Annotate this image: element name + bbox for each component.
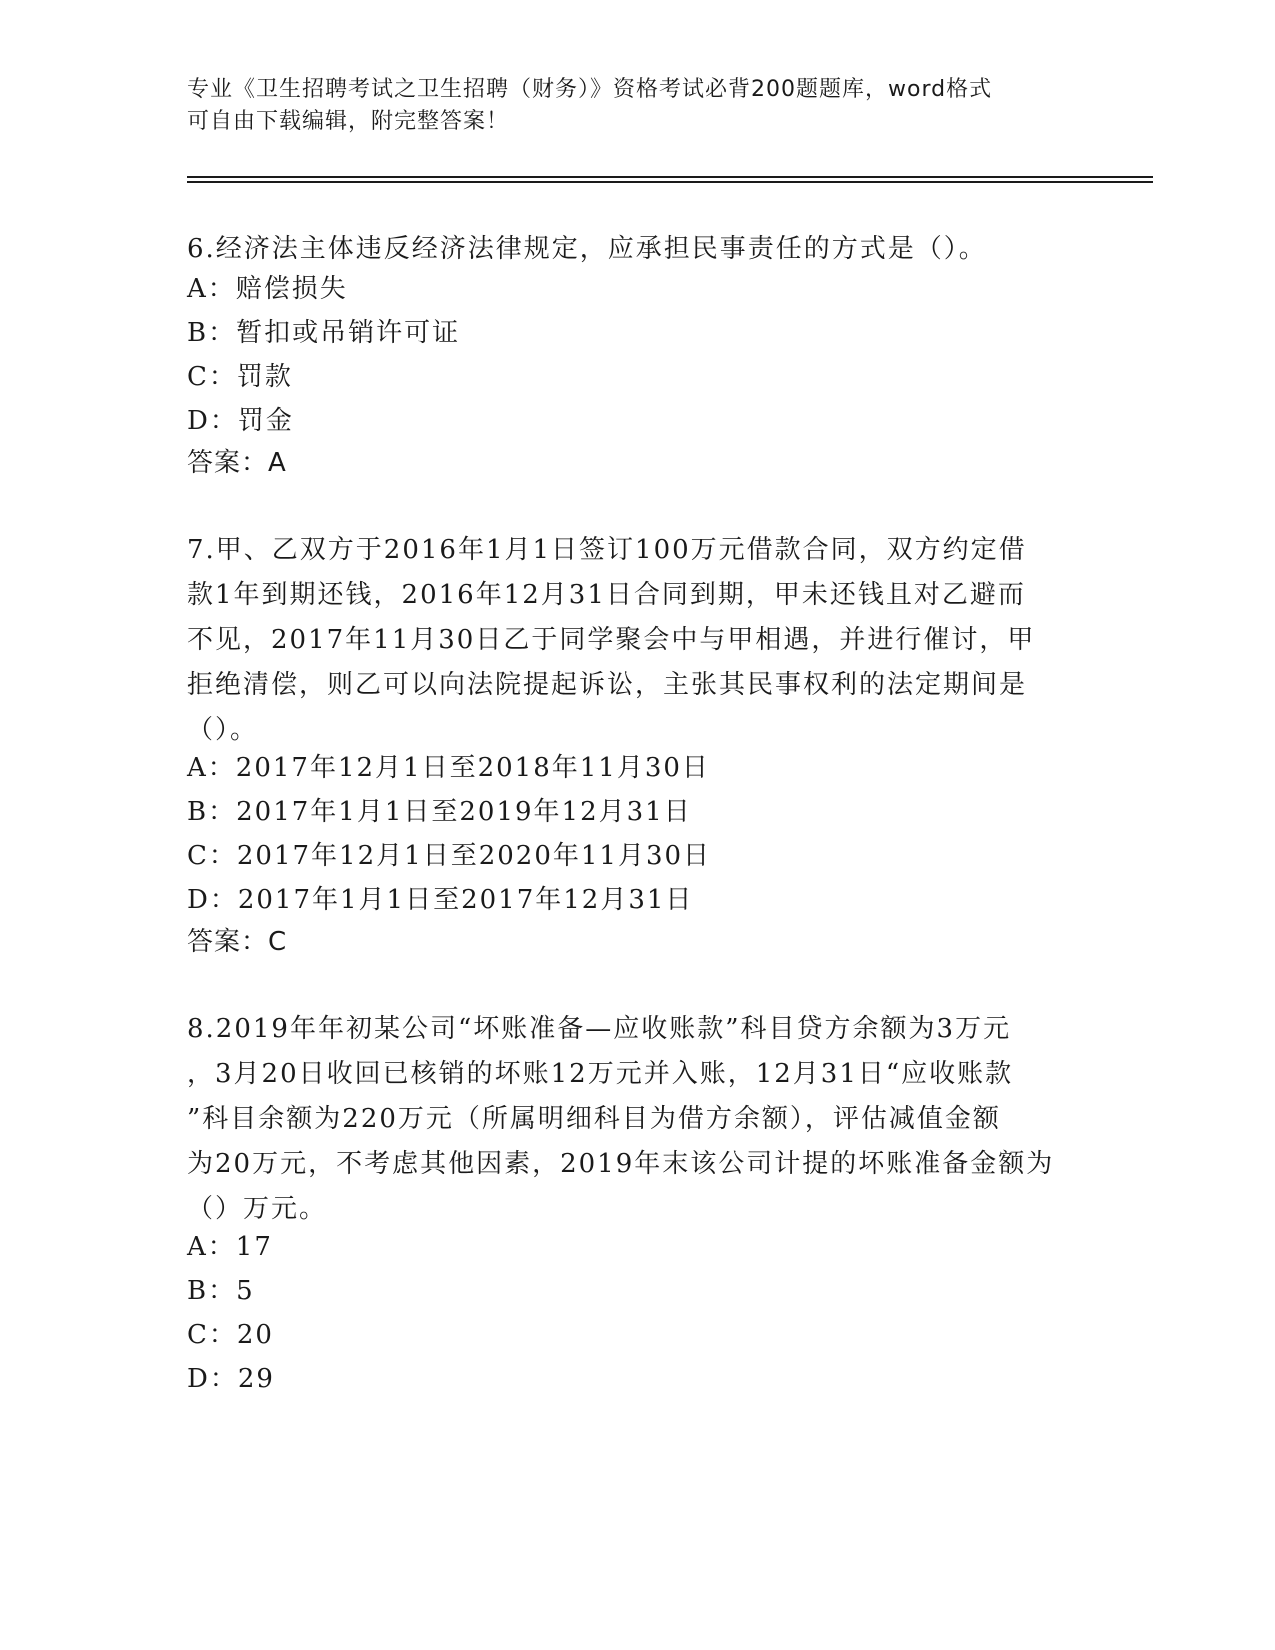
question-line: 为20万元，不考虑其他因素，2019年末该公司计提的坏账准备金额为 <box>187 1149 1055 1179</box>
question-7-option-c: C：2017年12月1日至2020年11月30日 <box>187 841 712 871</box>
question-6-option-c: C：罚款 <box>187 362 293 392</box>
header-divider-bottom <box>187 181 1153 183</box>
question-8-option-b: B：5 <box>187 1276 255 1306</box>
question-line: 不见，2017年11月30日乙于同学聚会中与甲相遇，并进行催讨，甲 <box>187 625 1036 655</box>
question-line: 8.2019年年初某公司“坏账准备—应收账款”科目贷方余额为3万元 <box>187 1014 1012 1044</box>
question-line: （）。 <box>187 715 259 745</box>
question-line: （）万元。 <box>187 1194 328 1224</box>
question-line: 6.经济法主体违反经济法律规定，应承担民事责任的方式是（）。 <box>187 234 987 264</box>
question-line: ，3月20日收回已核销的坏账12万元并入账，12月31日“应收账款 <box>187 1059 1014 1089</box>
question-7-option-b: B：2017年1月1日至2019年12月31日 <box>187 797 692 827</box>
question-8-option-d: D：29 <box>187 1364 275 1394</box>
question-7-text <box>187 528 1087 753</box>
question-7-option-a: A：2017年12月1日至2018年11月30日 <box>187 753 710 783</box>
question-line: ”科目余额为220万元（所属明细科目为借方余额），评估减值金额 <box>187 1104 1001 1134</box>
question-line: 款1年到期还钱，2016年12月31日合同到期，甲未还钱且对乙避而 <box>187 580 1026 610</box>
header-line-1: 专业《卫生招聘考试之卫生招聘（财务）》资格考试必背200题题库，word格式 <box>187 77 993 102</box>
question-6-answer: 答案：A <box>187 448 287 478</box>
header-divider-top <box>187 176 1153 178</box>
question-6-option-b: B：暂扣或吊销许可证 <box>187 318 461 348</box>
question-8-option-a: A：17 <box>187 1232 273 1262</box>
question-line: 拒绝清偿，则乙可以向法院提起诉讼，主张其民事权利的法定期间是 <box>187 670 1028 700</box>
question-7-answer: 答案：C <box>187 927 288 957</box>
question-6-option-a: A：赔偿损失 <box>187 274 348 304</box>
question-8-text <box>187 1007 1087 1232</box>
question-7-option-d: D：2017年1月1日至2017年12月31日 <box>187 885 694 915</box>
question-6-text <box>187 227 1087 272</box>
header-line-2: 可自由下载编辑，附完整答案！ <box>187 109 510 134</box>
question-6-option-d: D：罚金 <box>187 406 294 436</box>
question-8-option-c: C：20 <box>187 1320 274 1350</box>
document-header <box>187 74 1067 138</box>
question-line: 7.甲、乙双方于2016年1月1日签订100万元借款合同，双方约定借 <box>187 535 1027 565</box>
